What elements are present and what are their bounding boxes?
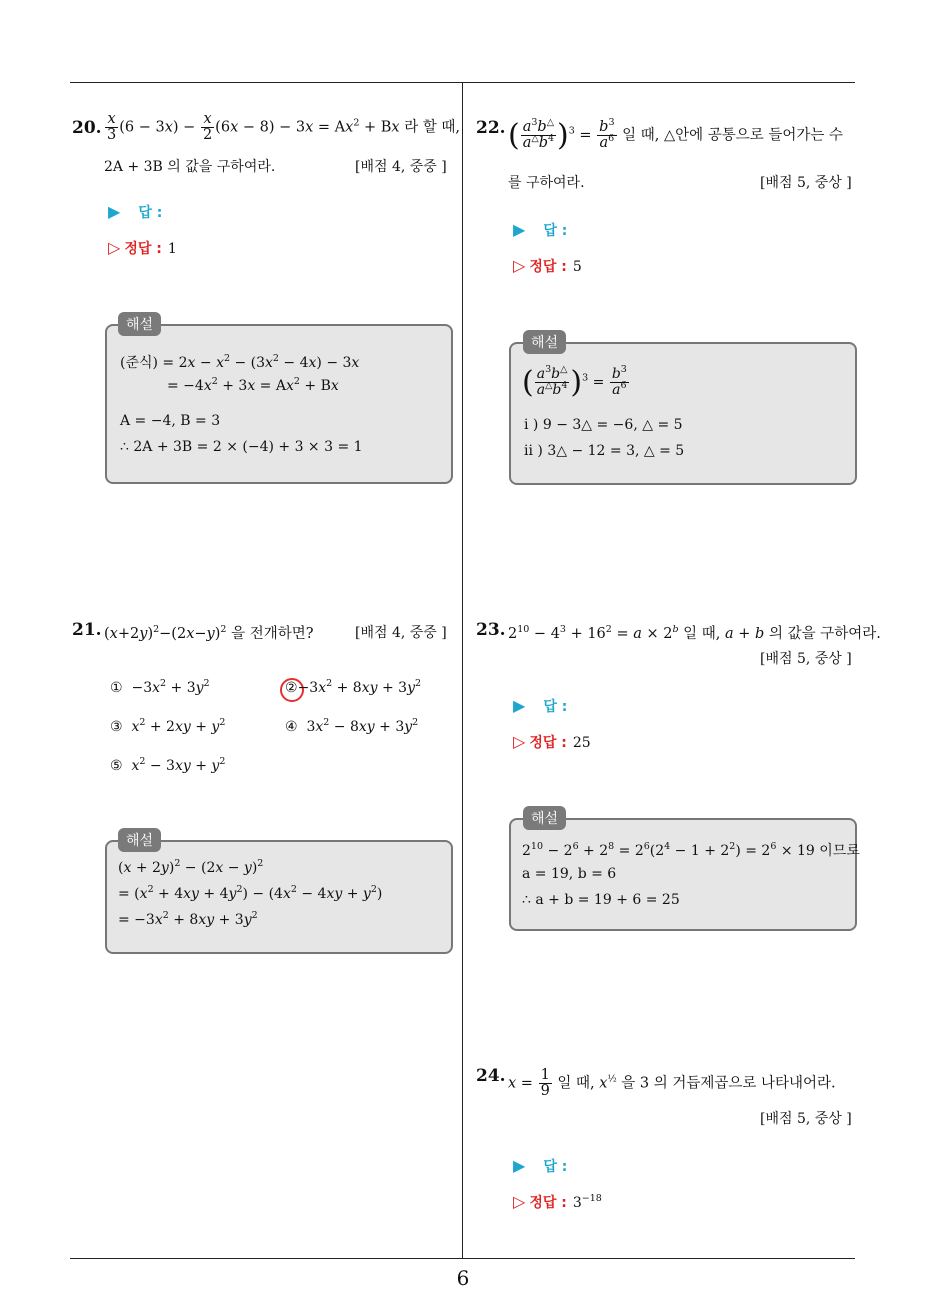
problem-22-number: 22. [476,118,506,138]
problem-21-solution-line1: $(x + 2y)^2 - (2x - y)^2$ [118,858,264,876]
problem-20-solution-line4: ∴ 2A + 3B = 2 × (−4) + 3 × 3 = 1 [120,439,363,455]
choice-5[interactable]: ⑤ $x^2 - 3xy + y^2$ [110,756,226,774]
problem-20-solution-line3: A = −4, B = 3 [120,413,221,429]
problem-20-answer[interactable]: ▶ 답 : [108,202,163,221]
problem-21-meta: [배점 4, 중중 ] [355,625,447,641]
problem-22-answer[interactable]: ▶ 답 : [513,220,568,239]
triangle-outline-icon: ▷ [513,732,526,751]
solution-label: 해설 [118,312,161,336]
problem-20-number: 20. [72,118,102,138]
choice-4[interactable]: ④ $3x^2 - 8xy + 3y^2$ [285,717,419,735]
problem-23-meta: [배점 5, 중상 ] [760,651,852,667]
problem-22-solution-line1: ( $\frac{a^3b^\triangle}{a^\triangle b^4}$ )$^3$ = $\frac{b^3}{a^6}$ [522,364,627,400]
problem-23-solution-line2: a = 19, b = 6 [522,866,617,882]
problem-21-solution-line2: = $(x^2 + 4xy + 4y^2) - (4x^2 - 4xy + y^2)$ [118,884,383,902]
problem-24-stem: x = $\frac{1}{9}$ 일 때, $x^{\frac{1}{2}}$ 을 3 의 거듭제곱으로 나타내어라. [508,1067,836,1099]
problem-23-answer[interactable]: ▶ 답 : [513,696,568,715]
problem-24-meta: [배점 5, 중상 ] [760,1111,852,1127]
play-icon: ▶ [513,220,526,239]
choice-1[interactable]: ① $-3x^2 + 3y^2$ [110,678,210,696]
problem-24-key: ▷ 정답 : $3^{-18}$ [513,1192,602,1211]
problem-23-solution-line1: $2^{10} - 2^6 + 2^8 = 2^6(2^4 - 1 + 2^2) = 2^6 \times 19$ 이므로 [522,841,860,859]
solution-label: 해설 [523,806,566,830]
choice-2[interactable]: $②-3x^2 + 8xy + 3y^2$ [285,678,422,696]
column-divider [462,83,463,1258]
problem-23-stem: $2^{10} - 4^3 + 16^2 = a \times 2^b$ 일 때, a + b 의 값을 구하여라. [508,624,881,642]
solution-label: 해설 [523,330,566,354]
problem-22-stem-line2: 를 구하여라. [508,175,585,191]
problem-20-key: ▷ 정답 : 1 [108,238,177,257]
bottom-rule [70,1258,855,1259]
problem-24-answer[interactable]: ▶ 답 : [513,1156,568,1175]
problem-24-number: 24. [476,1066,506,1086]
problem-20-solution-line1: (준식) = $2x - x^2 - (3x^2 - 4x) - 3x$ [120,353,360,371]
problem-20-stem: $\frac{x}{3}$ (6 − 3x) − $\frac{x}{2}$ $(6x - 8) - 3x = Ax^2 + Bx$ 라 할 때, [107,111,461,143]
triangle-outline-icon: ▷ [108,238,121,257]
problem-23-solution-line3: ∴ a + b = 19 + 6 = 25 [522,892,680,908]
play-icon: ▶ [108,202,121,221]
problem-20-solution-line2: = $-4x^2 + 3x = Ax^2 + Bx$ [167,376,339,394]
page-number: 6 [456,1266,470,1290]
problem-23-key: ▷ 정답 : 25 [513,732,591,751]
problem-22-solution-line2: i ) 9 − 3△ = −6, △ = 5 [524,417,683,433]
problem-22-solution-line3: ii ) 3△ − 12 = 3, △ = 5 [524,443,685,459]
problem-22-key: ▷ 정답 : 5 [513,256,582,275]
triangle-outline-icon: ▷ [513,256,526,275]
play-icon: ▶ [513,1156,526,1175]
triangle-outline-icon: ▷ [513,1192,526,1211]
problem-23-number: 23. [476,620,506,640]
problem-20-stem-line2: 2A + 3B 의 값을 구하여라. [104,159,276,175]
problem-20-stem-tail: 라 할 때, [404,119,461,136]
problem-22-meta: [배점 5, 중상 ] [760,175,852,191]
problem-21-number: 21. [72,620,102,640]
problem-21-solution-line3: = $-3x^2 + 8xy + 3y^2$ [118,910,258,928]
problem-20-meta: [배점 4, 중중 ] [355,159,447,175]
problem-21-stem: $(x+2y)^2-(2x-y)^2$ 을 전개하면? [104,624,314,642]
solution-label: 해설 [118,828,161,852]
choice-3[interactable]: ③ $x^2 + 2xy + y^2$ [110,717,226,735]
problem-20-solution-box [105,324,453,484]
problem-22-stem: ( $\frac{a^3b^\triangle}{a^\triangle b^4}$ )$^3$ = $\frac{b^3}{a^6}$ 일 때, △안에 공통으로 들어가는 수 [508,117,844,153]
play-icon: ▶ [513,696,526,715]
